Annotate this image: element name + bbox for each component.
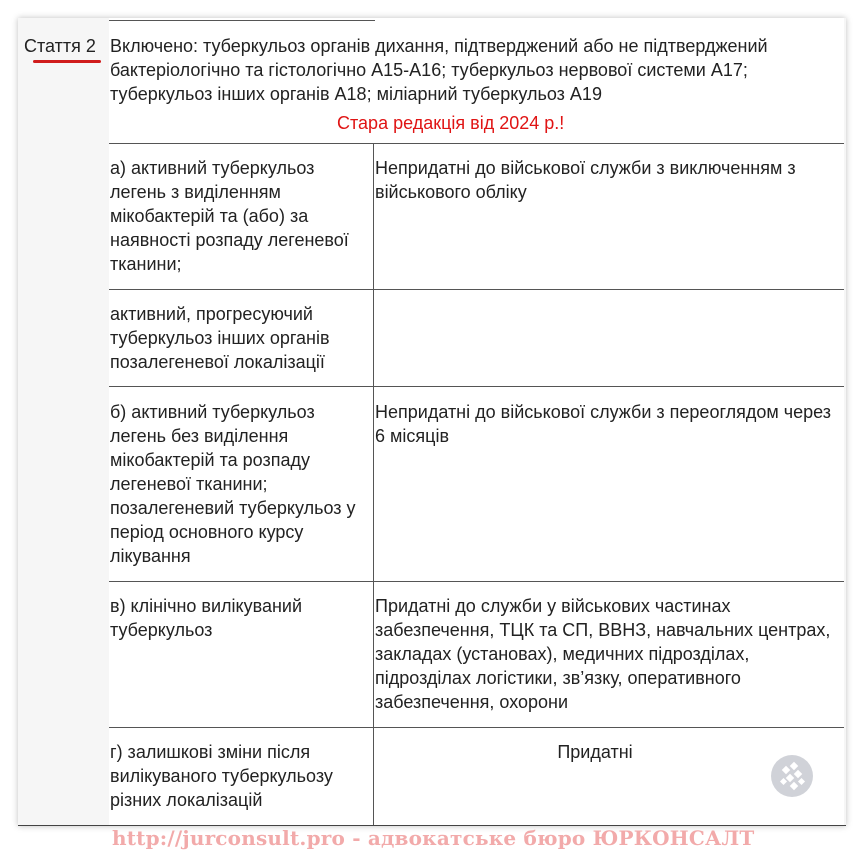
row-divider <box>109 386 844 387</box>
article-column <box>18 18 110 826</box>
general-description: Включено: туберкульоз органів дихання, підтверджений або не підтверджений бактеріологічно та гістологічно А15-А16; туберкульоз нервової системи А17; туберкульоз інших органів А18; міліарний туберкульоз А19 <box>110 36 768 104</box>
article-label: Стаття 2 <box>24 36 96 56</box>
row-divider <box>109 289 844 290</box>
article-underline <box>33 60 101 63</box>
diamond-logo-icon <box>771 755 813 797</box>
row-a-condition: а) активний туберкульоз легень з виділенням мікобактерій та (або) за наявності розпаду легеневої тканини; <box>110 158 349 274</box>
row-a-verdict: Непридатні до військової служби з виключенням з військового обліку <box>375 158 796 202</box>
row-c-verdict: Придатні до служби у військових частинах забезпечення, ТЦК та СП, ВВНЗ, навчальних центрах, закладах (установах), медичних підрозділах, підрозділах логістики, зв’язку, оперативного забезпечення, охорони <box>375 596 831 712</box>
row-divider <box>109 143 844 144</box>
footer-watermark-text: http://jurconsult.pro - адвокатське бюро ЮРКОНСАЛТ <box>112 826 755 850</box>
row-c-condition: в) клінічно вилікуваний туберкульоз <box>110 596 303 640</box>
row-d-condition: г) залишкові зміни після вилікуваного туберкульозу різних локалізацій <box>110 742 333 810</box>
row-divider <box>109 581 844 582</box>
row-a2-condition: активний, прогресуючий туберкульоз інших органів позалегеневої локалізації <box>110 304 330 372</box>
row-b-verdict: Непридатні до військової служби з переоглядом через 6 місяців <box>375 402 832 446</box>
row-b-condition: б) активний туберкульоз легень без виділення мікобактерій та розпаду легеневої тканини; позалегеневий туберкульоз у період основного курсу лікування <box>110 402 356 566</box>
row-divider <box>109 727 844 728</box>
top-divider <box>109 20 375 21</box>
column-divider <box>373 143 374 825</box>
edition-note: Стара редакція від 2024 р.! <box>337 113 565 133</box>
row-d-verdict: Придатні <box>557 742 633 762</box>
